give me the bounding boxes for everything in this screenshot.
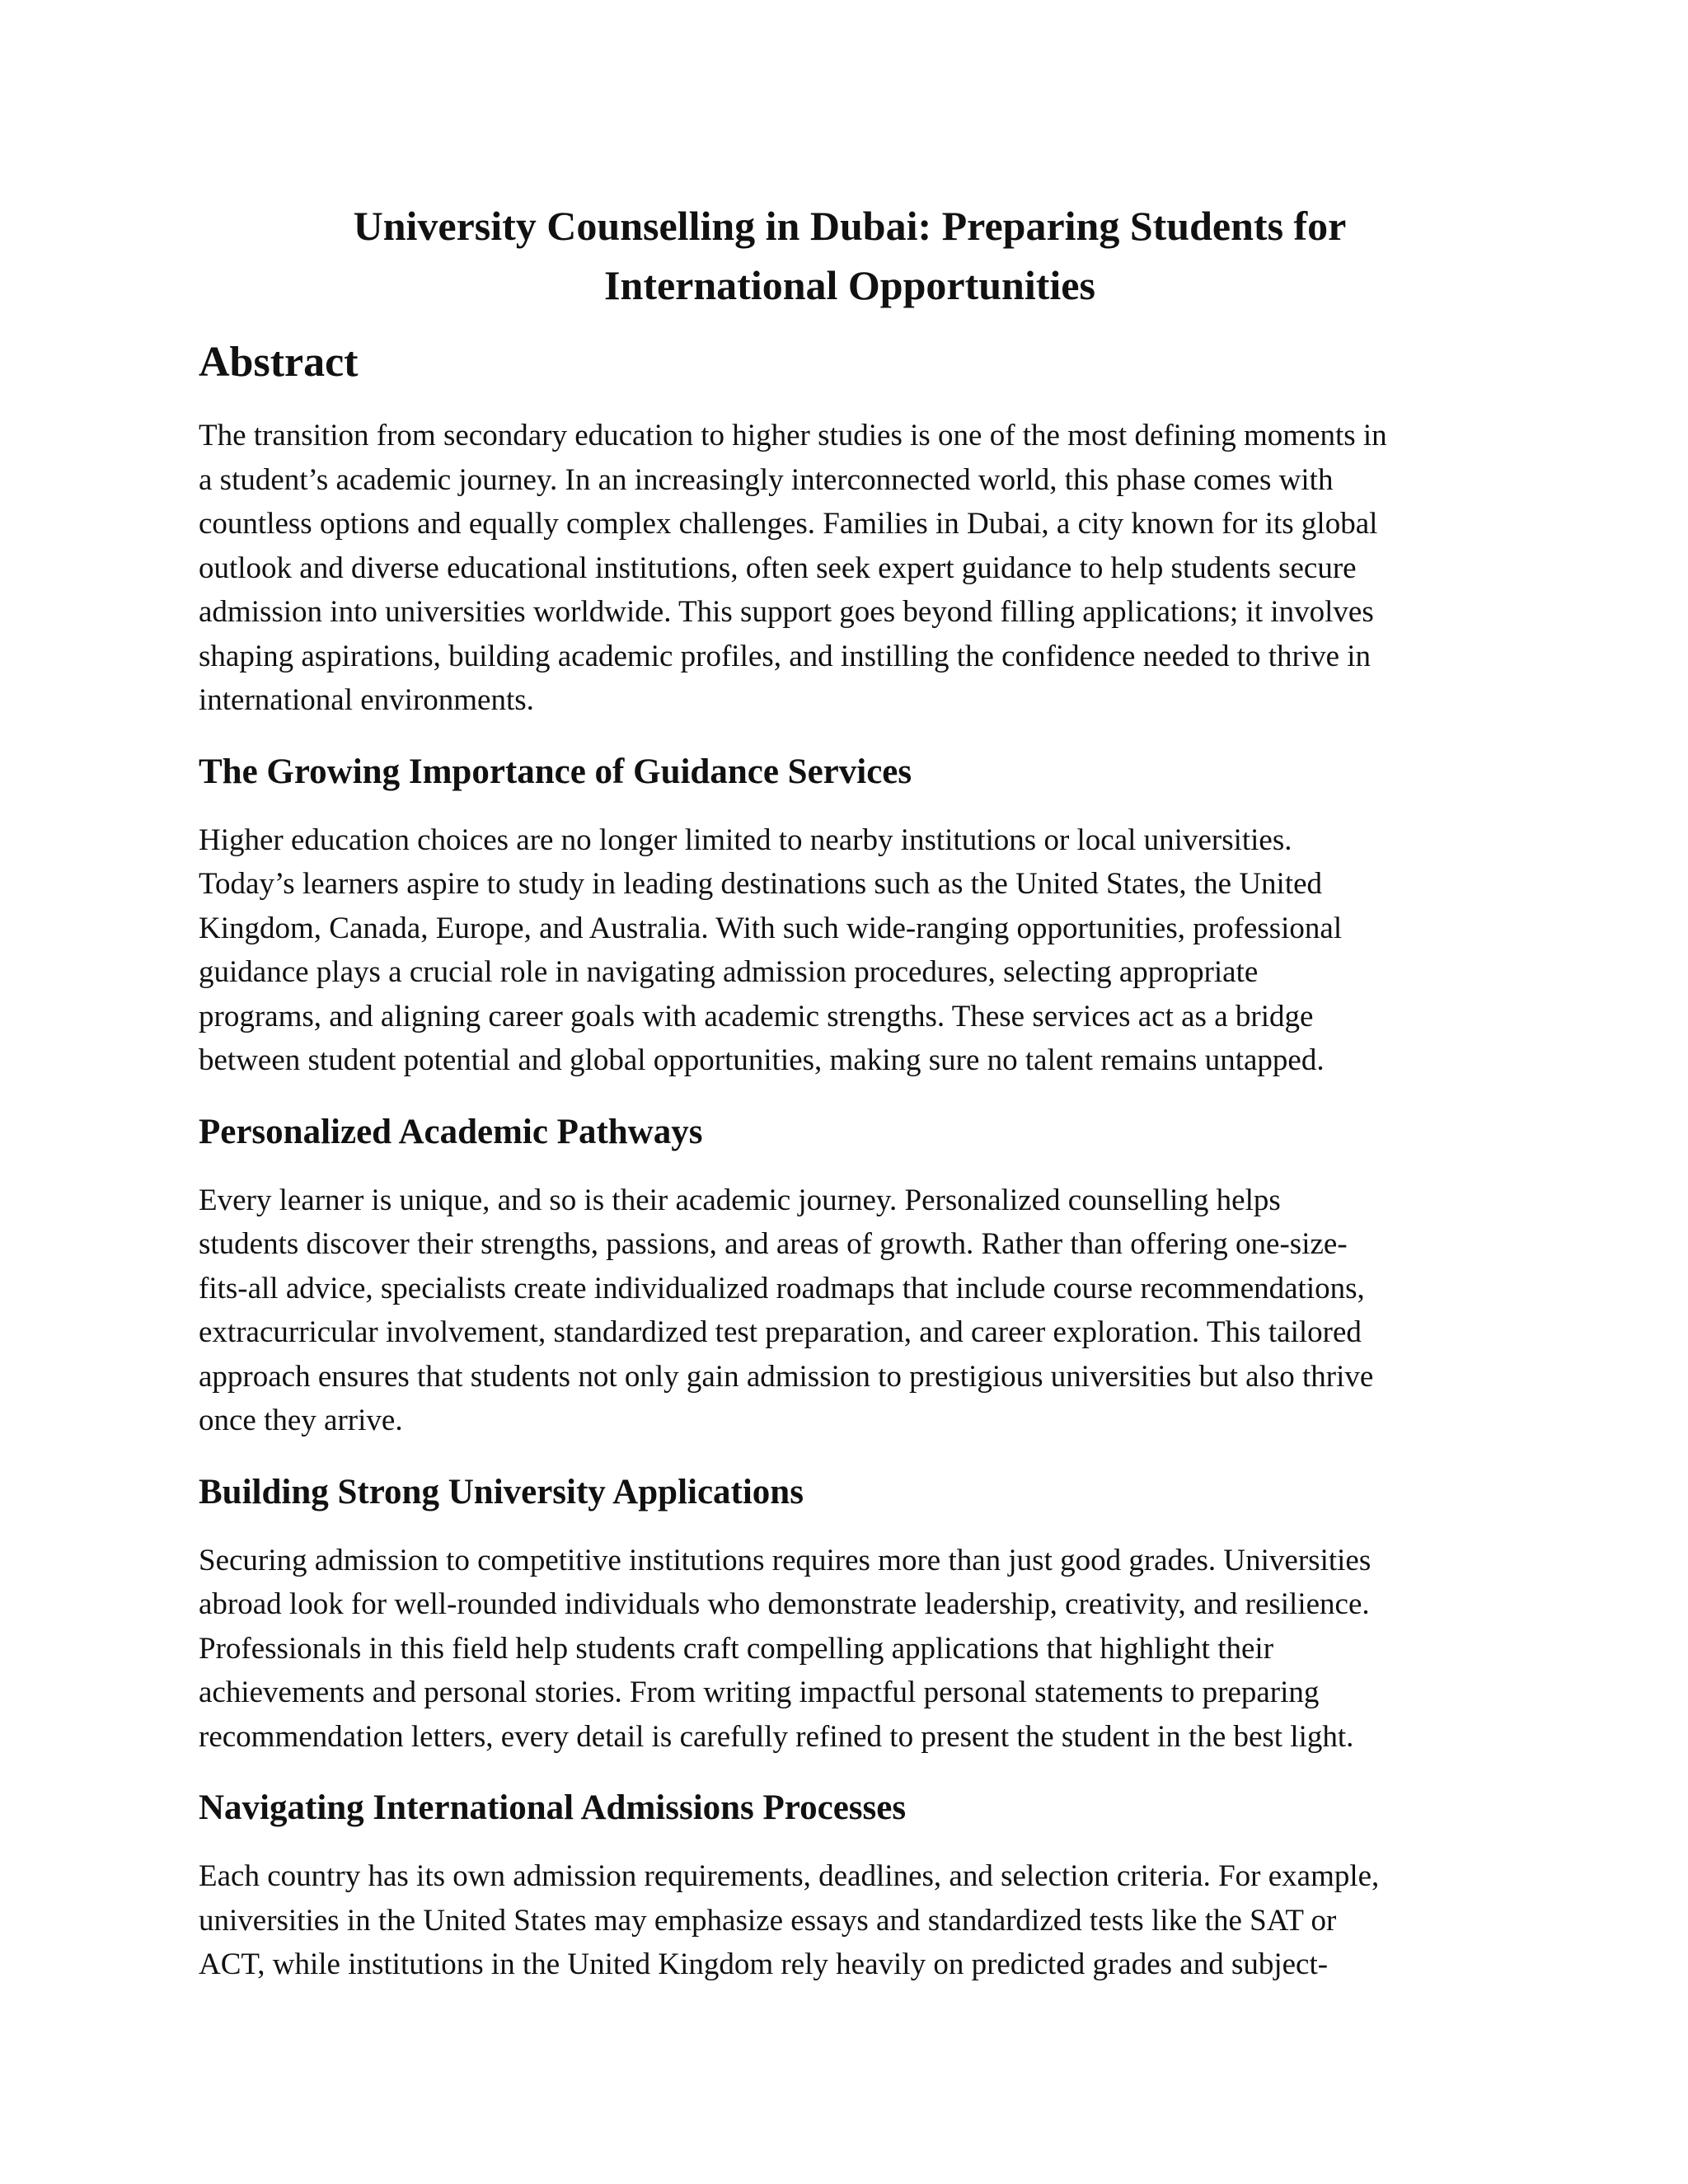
paragraph-line: universities in the United States may emphasize essays and standardized tests like the SAT or: [199, 1903, 1337, 1938]
paragraph-line: fits-all advice, specialists create individualized roadmaps that include course recommendations,: [199, 1271, 1365, 1305]
abstract-heading: Abstract: [199, 339, 359, 386]
title-line: University Counselling in Dubai: Preparing Students for: [353, 203, 1347, 249]
paragraph-line: international environments.: [199, 683, 534, 717]
abstract-paragraph: [199, 414, 1501, 723]
paragraph-line: Every learner is unique, and so is their academic journey. Personalized counselling helps: [199, 1183, 1281, 1217]
paragraph-line: students discover their strengths, passions, and areas of growth. Rather than offering one-size-: [199, 1227, 1348, 1261]
section-paragraph-academic-pathways: [199, 1179, 1501, 1443]
section-heading-guidance-services: The Growing Importance of Guidance Services: [199, 752, 912, 791]
section-heading-university-applications: Building Strong University Applications: [199, 1472, 804, 1511]
section-heading-admissions-processes: Navigating International Admissions Processes: [199, 1788, 907, 1827]
paragraph-line: shaping aspirations, building academic profiles, and instilling the confidence needed to thrive in: [199, 639, 1372, 673]
paragraph-line: between student potential and global opportunities, making sure no talent remains untapped.: [199, 1043, 1325, 1077]
paragraph-line: ACT, while institutions in the United Kingdom rely heavily on predicted grades and subject-: [199, 1947, 1329, 1981]
section-heading-academic-pathways: Personalized Academic Pathways: [199, 1112, 703, 1151]
paragraph-line: Each country has its own admission requirements, deadlines, and selection criteria. For example,: [199, 1859, 1380, 1893]
section-paragraph-admissions-processes: [199, 1854, 1501, 1987]
paragraph-line: Professionals in this field help students craft compelling applications that highlight their: [199, 1631, 1274, 1666]
document-title: [199, 196, 1501, 315]
paragraph-line: approach ensures that students not only gain admission to prestigious universities but also thrive: [199, 1359, 1374, 1394]
paragraph-line: recommendation letters, every detail is carefully refined to present the student in the best light.: [199, 1719, 1354, 1754]
paragraph-line: abroad look for well-rounded individuals who demonstrate leadership, creativity, and resilience.: [199, 1587, 1370, 1621]
paragraph-line: countless options and equally complex challenges. Families in Dubai, a city known for its global: [199, 507, 1378, 541]
paragraph-line: guidance plays a crucial role in navigating admission procedures, selecting appropriate: [199, 955, 1259, 989]
paragraph-line: Today’s learners aspire to study in leading destinations such as the United States, the United: [199, 867, 1323, 901]
title-line: International Opportunities: [604, 262, 1095, 308]
document-body: [199, 196, 1501, 1987]
paragraph-line: The transition from secondary education to higher studies is one of the most defining moments in: [199, 419, 1387, 452]
paragraph-line: outlook and diverse educational institutions, often seek expert guidance to help students secure: [199, 551, 1357, 585]
paragraph-line: achievements and personal stories. From writing impactful personal statements to preparing: [199, 1675, 1320, 1709]
paragraph-line: extracurricular involvement, standardized test preparation, and career exploration. This tailored: [199, 1315, 1362, 1349]
paragraph-line: programs, and aligning career goals with academic strengths. These services act as a bridge: [199, 999, 1314, 1033]
paragraph-line: a student’s academic journey. In an increasingly interconnected world, this phase comes with: [199, 462, 1334, 497]
section-paragraph-university-applications: [199, 1539, 1501, 1760]
paragraph-line: admission into universities worldwide. This support goes beyond filling applications; it involves: [199, 595, 1374, 629]
paragraph-line: Securing admission to competitive institutions requires more than just good grades. Universities: [199, 1543, 1372, 1577]
paragraph-line: once they arrive.: [199, 1404, 403, 1437]
paragraph-line: Kingdom, Canada, Europe, and Australia. With such wide-ranging opportunities, professional: [199, 911, 1343, 945]
paragraph-line: Higher education choices are no longer limited to nearby institutions or local universities.: [199, 823, 1292, 857]
section-paragraph-guidance-services: [199, 818, 1501, 1083]
